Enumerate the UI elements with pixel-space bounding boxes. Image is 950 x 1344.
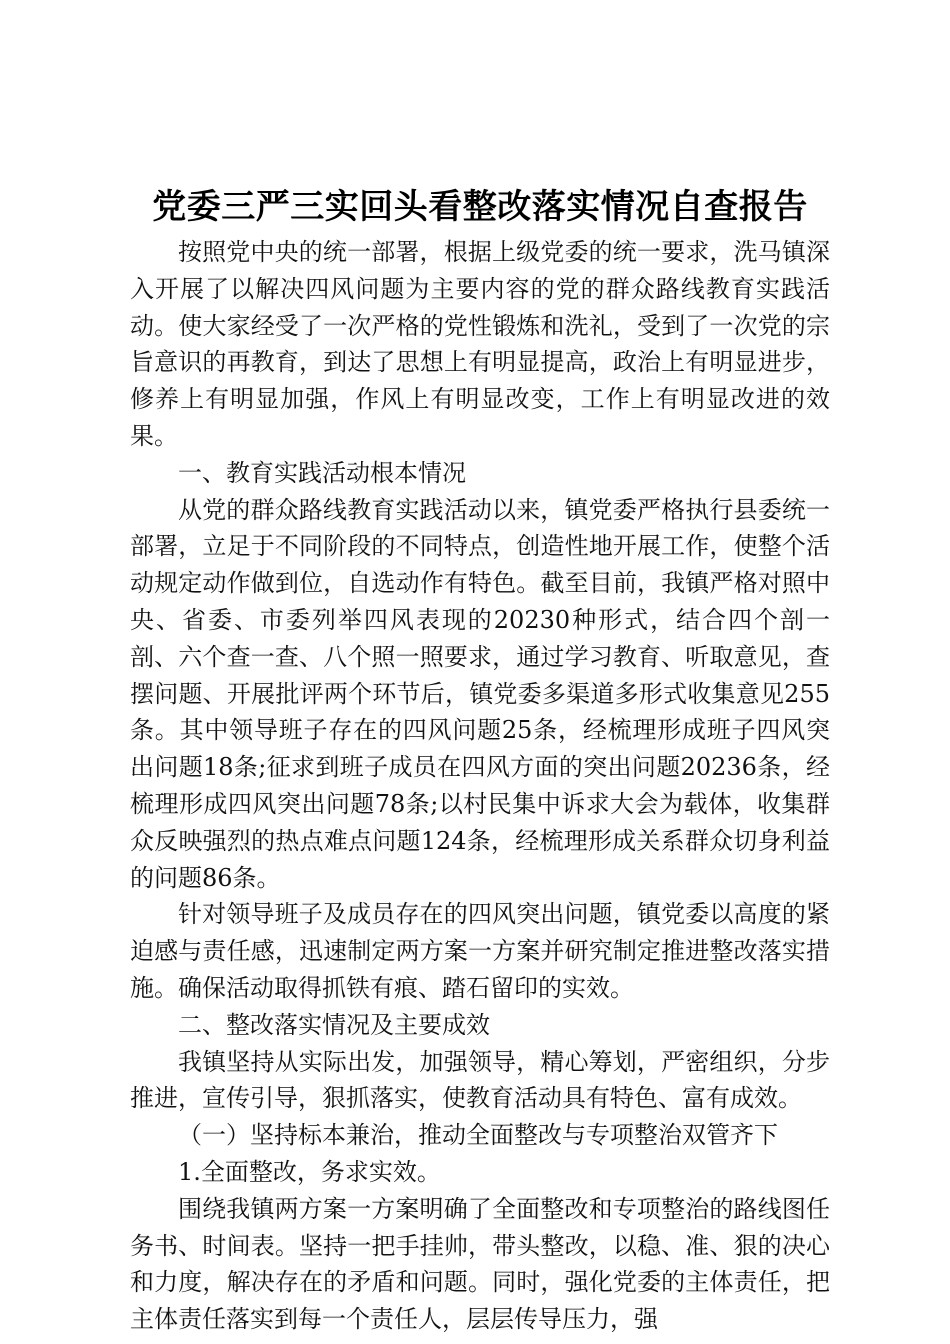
paragraph-leadership-issues: 针对领导班子及成员存在的四风突出问题，镇党委以高度的紧迫感与责任感，迅速制定两方案一方案并研究制定推进整改落实措施。确保活动取得抓铁有痕、踏石留印的实效。 [130, 900, 830, 1002]
subsection-heading-1: （一）坚持标本兼治，推动全面整改与专项整治双管齐下 [178, 1121, 778, 1150]
document-page [130, 182, 830, 1338]
item-heading-1: 1.全面整改，务求实效。 [178, 1157, 441, 1186]
document-title: 党委三严三实回头看整改落实情况自查报告 [152, 187, 808, 227]
paragraph-approach: 我镇坚持从实际出发，加强领导，精心筹划，严密组织，分步推进，宣传引导，狠抓落实，使教育活动具有特色、富有成效。 [130, 1047, 830, 1113]
paragraph-comprehensive-rectification: 围绕我镇两方案一方案明确了全面整改和专项整治的路线图任务书、时间表。坚持一把手挂帅，带头整改，以稳、准、狠的决心和力度，解决存在的矛盾和问题。同时，强化党委的主体责任，把主体责任落实到每一个责任人，层层传导压力，强 [130, 1194, 830, 1334]
section-heading-2: 二、整改落实情况及主要成效 [178, 1010, 490, 1039]
paragraph-activity-overview: 从党的群众路线教育实践活动以来，镇党委严格执行县委统一部署，立足于不同阶段的不同特点，创造性地开展工作，使整个活动规定动作做到位，自选动作有特色。截至目前，我镇严格对照中央、省委、市委列举四风表现的20230种形式，结合四个剖一剖、六个查一查、八个照一照要求，通过学习教育、听取意见，查摆问题、开展批评两个环节后，镇党委多渠道多形式收集意见255条。其中领导班子存在的四风问题25条，经梳理形成班子四风突出问题18条;征求到班子成员在四风方面的突出问题20236条，经梳理形成四风突出问题78条;以村民集中诉求大会为载体，收集群众反映强烈的热点难点问题124条，经梳理形成关系群众切身利益的问题86条。 [130, 495, 830, 892]
paragraph-intro: 按照党中央的统一部署，根据上级党委的统一要求，洗马镇深入开展了以解决四风问题为主要内容的党的群众路线教育实践活动。使大家经受了一次严格的党性锻炼和洗礼，受到了一次党的宗旨意识的再教育，到达了思想上有明显提高，政治上有明显进步，修养上有明显加强，作风上有明显改变，工作上有明显改进的效果。 [130, 238, 830, 450]
section-heading-1: 一、教育实践活动根本情况 [178, 458, 466, 487]
